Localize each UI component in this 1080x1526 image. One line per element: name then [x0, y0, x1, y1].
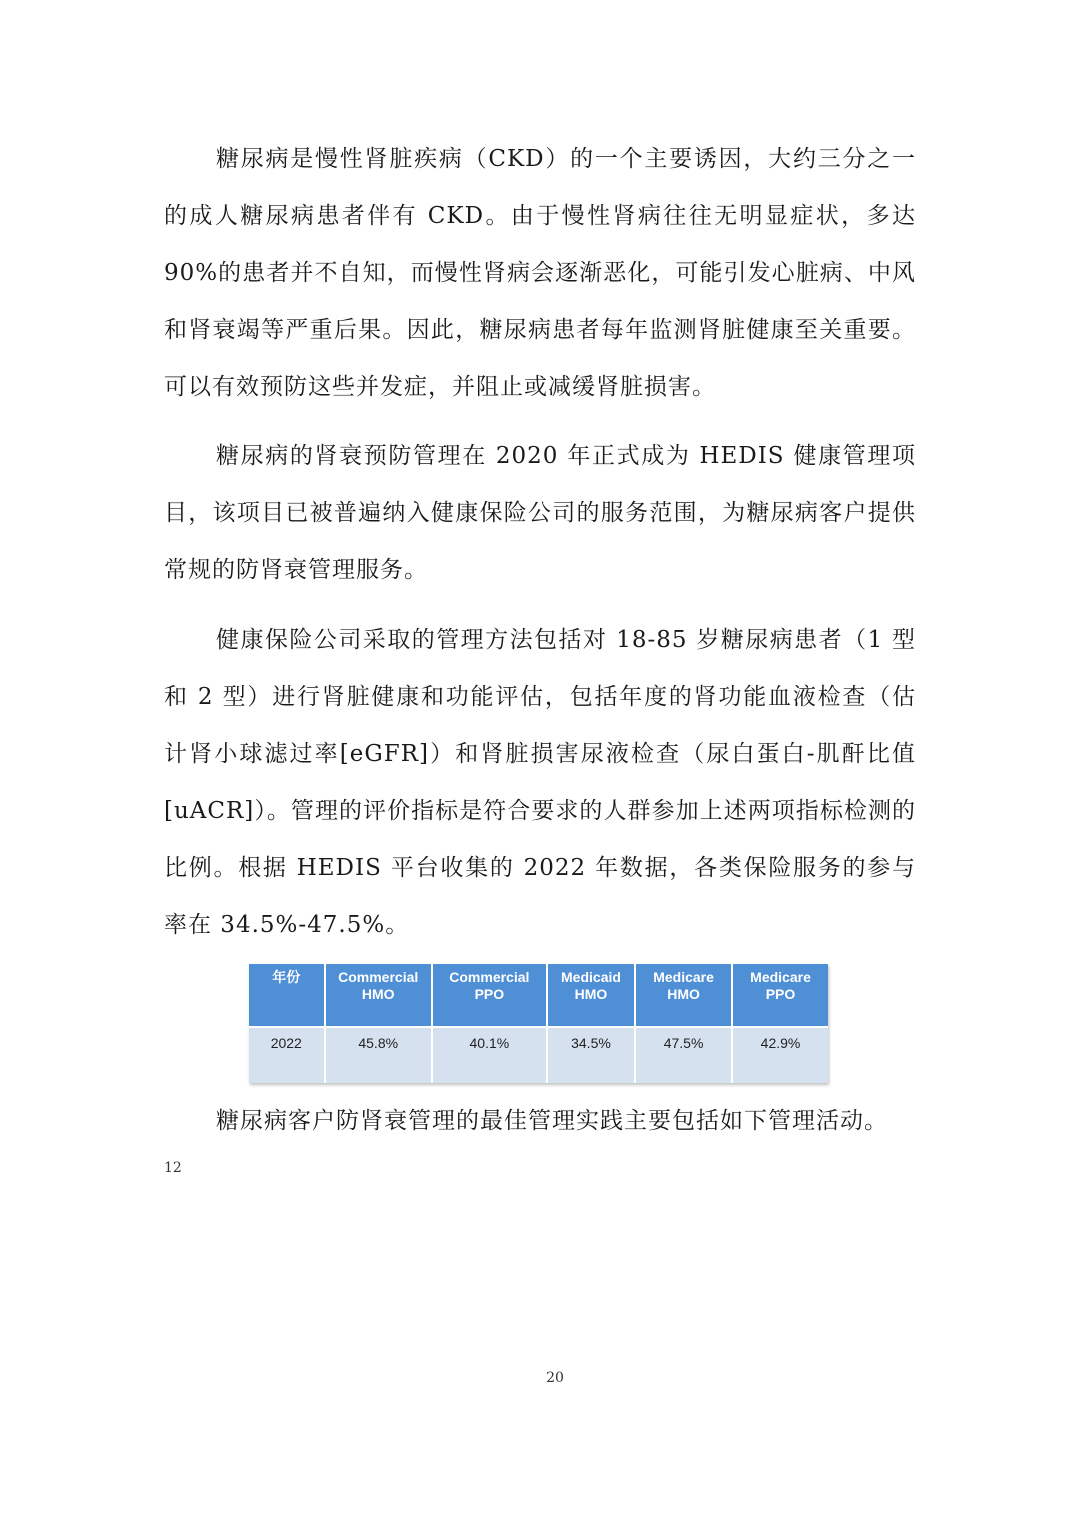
footnote-marker: 12 [164, 1160, 182, 1176]
cell-year: 2022 [249, 1027, 325, 1083]
header-label: PPO [474, 986, 505, 1002]
header-year-label: 年份 [272, 969, 301, 985]
header-label: HMO [667, 986, 700, 1002]
paragraph-hedis: 糖尿病的肾衰预防管理在 2020 年正式成为 HEDIS 健康管理项目，该项目已被普遍纳入健康保险公司的服务范围，为糖尿病客户提供常规的防肾衰管理服务。 [164, 443, 916, 583]
header-commercial-hmo [325, 964, 432, 1027]
header-label: Medicaid [561, 969, 621, 985]
header-medicaid-hmo [547, 964, 635, 1027]
header-medicare-hmo [635, 964, 732, 1027]
header-label: Commercial [338, 969, 419, 985]
header-label: Medicare [653, 969, 714, 985]
paragraph-ckd-intro: 糖尿病是慢性肾脏疾病（CKD）的一个主要诱因，大约三分之一的成人糖尿病患者伴有 CKD。由于慢性肾病往往无明显症状，多达 90%的患者并不自知，而慢性肾病会逐渐恶化，可能引发心脏病、中风和肾衰竭等严重后果。因此，糖尿病患者每年监测肾脏健康至关重要。可以有效预防这些并发症，并阻止或减缓肾脏损害。 [164, 146, 916, 400]
header-medicare-ppo [732, 964, 828, 1027]
header-commercial-ppo [432, 964, 547, 1027]
header-label: HMO [574, 986, 608, 1002]
paragraph-best-practices: 糖尿病客户防肾衰管理的最佳管理实践主要包括如下管理活动。 [216, 1108, 888, 1134]
participation-rate-table [249, 964, 828, 1083]
table-row [249, 1027, 828, 1083]
header-label: Medicare [750, 969, 811, 985]
table-header-row [249, 964, 828, 1027]
header-label: Commercial [449, 969, 530, 985]
header-label: PPO [765, 986, 796, 1002]
page-number: 20 [546, 1370, 564, 1386]
header-label: HMO [361, 986, 395, 1002]
cell-commercial-ppo: 40.1% [432, 1027, 547, 1083]
cell-medicare-hmo: 47.5% [635, 1027, 732, 1083]
paragraph-management-methods: 健康保险公司采取的管理方法包括对 18-85 岁糖尿病患者（1 型和 2 型）进行肾脏健康和功能评估，包括年度的肾功能血液检查（估计肾小球滤过率[eGFR]）和肾脏损害尿液检查（尿白蛋白-肌酐比值[uACR]）。管理的评价指标是符合要求的人群参加上述两项指标检测的比例。根据 HEDIS 平台收集的 2022 年数据，各类保险服务的参与率在 34.5%-47.5%。 [164, 627, 916, 938]
header-year [249, 964, 325, 1027]
cell-medicaid-hmo: 34.5% [547, 1027, 635, 1083]
cell-medicare-ppo: 42.9% [732, 1027, 828, 1083]
cell-commercial-hmo: 45.8% [325, 1027, 432, 1083]
